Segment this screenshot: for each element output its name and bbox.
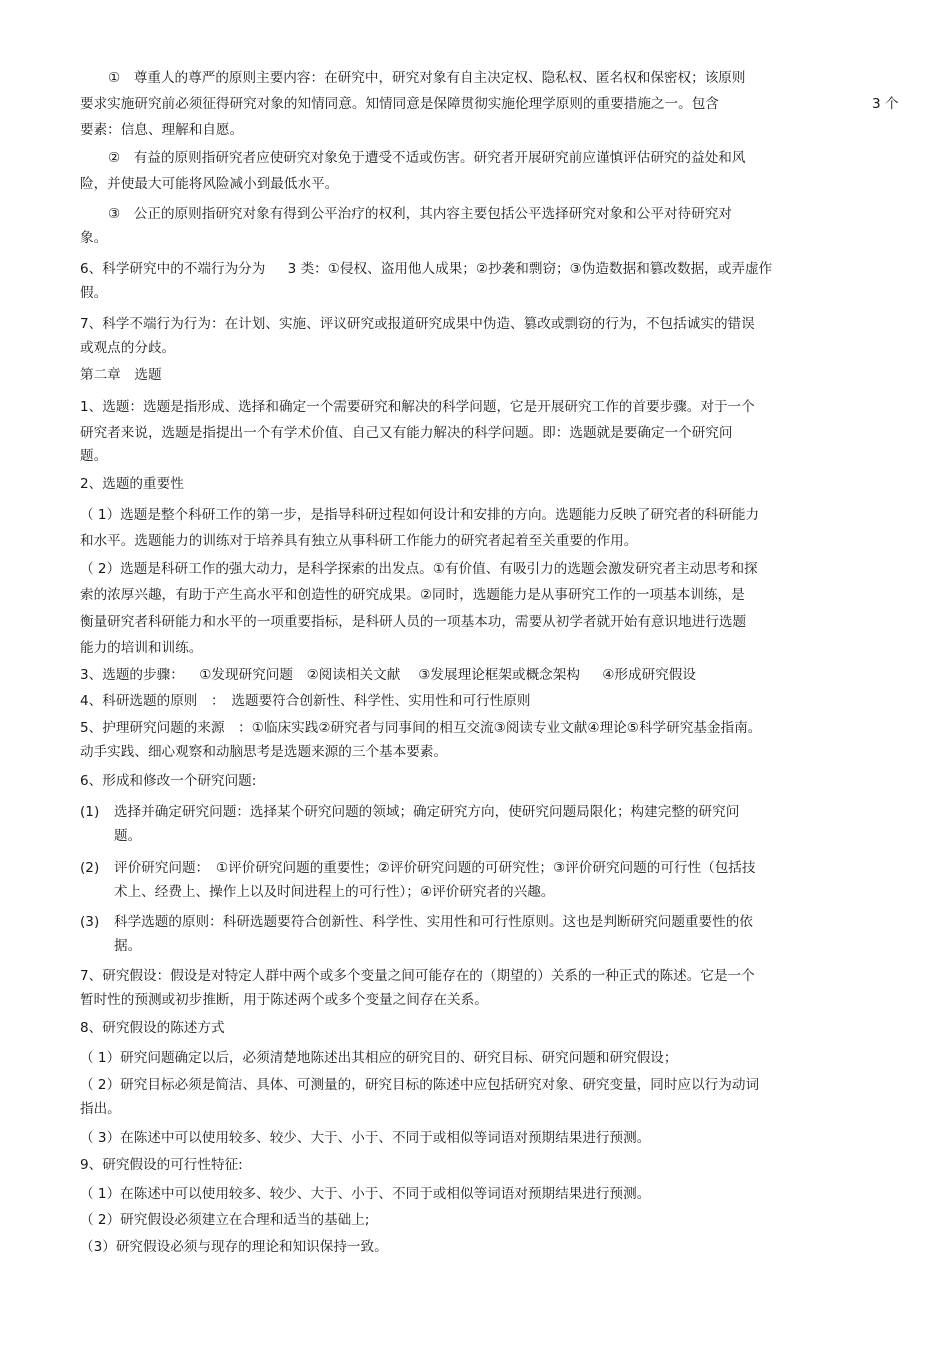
text-line: 7、科学不端行为行为：在计划、实施、评议研究或报道研究成果中伪造、篡改或剽窃的行为，不包括诚实的错误	[80, 316, 755, 332]
text-line: （3）研究假设必须与现存的理论和知识保持一致。	[80, 1239, 388, 1255]
chapter-heading: 第二章 选题	[80, 367, 162, 383]
text-line: 评价研究问题： ①评价研究问题的重要性；②评价研究问题的可研究性；③评价研究问题的可行性（包括技	[114, 860, 756, 876]
text-line: 暂时性的预测或初步推断，用于陈述两个或多个变量之间存在关系。	[80, 992, 488, 1008]
text-line: （ 1）研究问题确定以后，必须清楚地陈述出其相应的研究目的、研究目标、研究问题和研究假设；	[80, 1050, 678, 1066]
text-line: 题。	[114, 828, 142, 844]
text-line: ③ 公正的原则指研究对象有得到公平治疗的权利，其内容主要包括公平选择研究对象和公平对待研究对	[108, 206, 732, 222]
text-line: 要素：信息、理解和自愿。	[80, 122, 244, 138]
list-number: (3)	[80, 914, 100, 930]
text-line: 能力的培训和训练。	[80, 640, 203, 656]
text-line: 3、选题的步骤： ①发现研究问题 ②阅读相关文献 ③发展理论框架或概念架构 ④形成研究假设	[80, 667, 696, 683]
list-number: (1)	[80, 804, 100, 820]
text-line: 动手实践、细心观察和动脑思考是选题来源的三个基本要素。	[80, 744, 448, 760]
text-line: 6、形成和修改一个研究问题:	[80, 773, 257, 789]
text-line: 4、科研选题的原则 ： 选题要符合创新性、科学性、实用性和可行性原则	[80, 693, 531, 709]
text-line: 研究者来说，选题是指提出一个有学术价值、自己又有能力解决的科学问题。即：选题就是要确定一个研究问	[80, 425, 733, 441]
text-line: ① 尊重人的尊严的原则主要内容：在研究中，研究对象有自主决定权、隐私权、匿名权和保密权；该原则	[108, 70, 746, 86]
text-line: 9、研究假设的可行性特征:	[80, 1157, 243, 1173]
text-line: （ 2）研究目标必须是简洁、具体、可测量的，研究目标的陈述中应包括研究对象、研究变量，同时应以行为动词	[80, 1077, 760, 1093]
text-line: 要求实施研究前必须征得研究对象的知情同意。知情同意是保障贯彻实施伦理学原则的重要措施之一。包含	[80, 96, 719, 112]
text-line: 险，并使最大可能将风险减小到最低水平。	[80, 176, 339, 192]
text-line: ② 有益的原则指研究者应使研究对象免于遭受不适或伤害。研究者开展研究前应谨慎评估研究的益处和风	[108, 150, 746, 166]
text-line: 1、选题：选题是指形成、选择和确定一个需要研究和解决的科学问题，它是开展研究工作的首要步骤。对于一个	[80, 399, 755, 415]
text-line: 假。	[80, 285, 108, 301]
text-line: 8、研究假设的陈述方式	[80, 1020, 225, 1036]
text-line: 衡量研究者科研能力和水平的一项重要指标，是科研人员的一项基本功，需要从初学者就开始有意识地进行选题	[80, 614, 747, 630]
text-line: 选择并确定研究问题：选择某个研究问题的领域；确定研究方向，使研究问题局限化；构建完整的研究问	[114, 804, 740, 820]
text-line: 2、选题的重要性	[80, 476, 184, 492]
text-line: 指出。	[80, 1101, 121, 1117]
text-line: （ 1）在陈述中可以使用较多、较少、大于、小于、不同于或相似等词语对预期结果进行预测。	[80, 1186, 651, 1202]
text-line: 题。	[80, 448, 108, 464]
text-line: 3 个	[872, 96, 899, 112]
text-line: 5、护理研究问题的来源 ：①临床实践②研究者与同事间的相互交流③阅读专业文献④理论⑤科学研究基金指南。	[80, 720, 762, 736]
list-number: (2)	[80, 860, 100, 876]
text-line: 7、研究假设：假设是对特定人群中两个或多个变量之间可能存在的（期望的）关系的一种正式的陈述。它是一个	[80, 968, 755, 984]
text-line: 或观点的分歧。	[80, 340, 176, 356]
text-line: 科学选题的原则：科研选题要符合创新性、科学性、实用性和可行性原则。这也是判断研究问题重要性的依	[114, 914, 753, 930]
text-line: 和水平。选题能力的训练对于培养具有独立从事科研工作能力的研究者起着至关重要的作用。	[80, 533, 638, 549]
text-line: 据。	[114, 938, 142, 954]
text-line: 术上、经费上、操作上以及时间进程上的可行性）；④评价研究者的兴趣。	[114, 884, 555, 900]
text-line: （ 2）研究假设必须建立在合理和适当的基础上;	[80, 1212, 370, 1228]
text-line: （ 3）在陈述中可以使用较多、较少、大于、小于、不同于或相似等词语对预期结果进行预测。	[80, 1130, 651, 1146]
text-line: 6、科学研究中的不端行为分为 3 类：①侵权、盗用他人成果；②抄袭和剽窃；③伪造数据和篡改数据，或弄虚作	[80, 261, 773, 277]
text-line: 象。	[80, 230, 108, 246]
text-line: （ 2）选题是科研工作的强大动力，是科学探索的出发点。①有价值、有吸引力的选题会激发研究者主动思考和探	[80, 561, 758, 577]
text-line: （ 1）选题是整个科研工作的第一步，是指导科研过程如何设计和安排的方向。选题能力反映了研究者的科研能力	[80, 507, 760, 523]
text-line: 索的浓厚兴趣，有助于产生高水平和创造性的研究成果。②同时，选题能力是从事研究工作的一项基本训练，是	[80, 587, 745, 603]
